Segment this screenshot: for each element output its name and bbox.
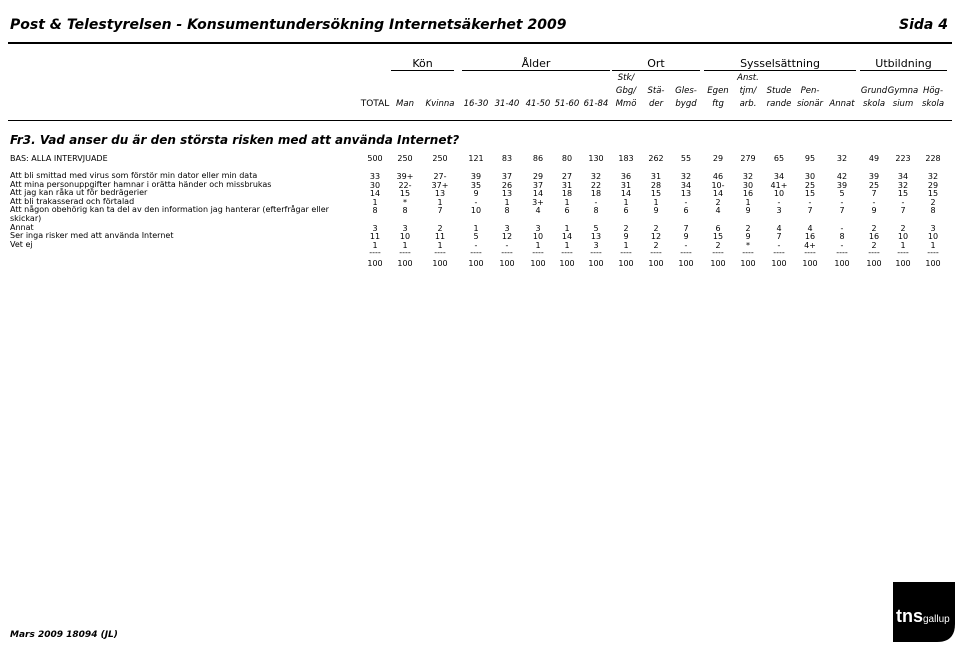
table-cell: 2	[930, 197, 936, 207]
footer-text: Mars 2009 18094 (JL)	[10, 630, 118, 640]
total-value: 100	[802, 259, 818, 269]
table-cell: -	[872, 197, 876, 207]
table-cell: 1	[745, 197, 751, 207]
base-value: 228	[925, 154, 941, 163]
total-value: 100	[397, 259, 413, 269]
table-cell: 8	[839, 232, 845, 242]
table-cell: 1	[437, 197, 443, 207]
base-value: 262	[648, 154, 664, 163]
table-cell: 29	[532, 172, 544, 181]
column-header: 61-84	[583, 99, 609, 109]
table-cell: 9	[871, 206, 877, 216]
group-header: Kön	[412, 57, 433, 70]
table-cell: -	[901, 197, 905, 207]
column-header: skola	[862, 99, 886, 109]
base-value: 49	[868, 154, 880, 163]
table-cell: 16	[868, 232, 880, 242]
base-value: 29	[712, 154, 724, 163]
table-cell: 1	[372, 240, 378, 250]
column-header: skola	[921, 99, 945, 109]
table-cell: 9	[745, 232, 751, 242]
table-cell: 14	[532, 189, 544, 199]
total-value: 100	[740, 259, 756, 269]
total-value: 100	[771, 259, 787, 269]
column-header: Stude	[766, 86, 792, 96]
table-cell: 2	[623, 223, 629, 233]
total-value: 100	[678, 259, 694, 269]
base-value: 130	[588, 154, 604, 163]
table-cell: 8	[593, 206, 599, 216]
group-rule	[391, 70, 454, 71]
table-cell: 7	[437, 206, 443, 216]
table-cell: 39+	[396, 172, 414, 181]
table-cell: 11	[369, 232, 381, 242]
row-label: Att bli smittad med virus som förstör min dator eller min data	[10, 171, 258, 180]
table-cell: 1	[623, 240, 629, 250]
base-value: 500	[367, 154, 383, 163]
table-cell: 18	[590, 189, 602, 199]
column-header: tjm/	[739, 86, 757, 96]
table-cell: 25	[804, 180, 816, 190]
row-label: Vet ej	[10, 239, 33, 249]
base-value: 65	[773, 154, 785, 163]
table-cell: 8	[930, 206, 936, 216]
column-header: sium	[892, 99, 914, 109]
base-value: 223	[895, 154, 911, 163]
table-cell: 22	[590, 180, 602, 190]
table-cell: 15	[650, 189, 662, 199]
base-label: BAS: ALLA INTERVJUADE	[10, 154, 108, 163]
table-cell: 15	[399, 189, 411, 199]
table-cell: 3	[504, 223, 510, 233]
table-cell: 14	[369, 189, 381, 199]
separator: ----	[897, 248, 909, 258]
row-label: Att mina personuppgifter hamnar i orätta händer och missbrukas	[10, 179, 272, 189]
table-cell: -	[684, 197, 688, 207]
table-cell: 46	[712, 172, 724, 181]
separator: ----	[868, 248, 880, 258]
total-value: 100	[559, 259, 575, 269]
table-cell: -	[840, 240, 844, 250]
table-cell: 37	[532, 180, 544, 190]
column-header: sionär	[796, 99, 824, 109]
table-cell: 18	[561, 189, 573, 199]
column-header: 41-50	[525, 99, 551, 109]
table-cell: 30	[369, 180, 381, 190]
separator: ----	[650, 248, 662, 258]
table-cell: 2	[715, 197, 721, 207]
table-cell: 12	[650, 232, 662, 242]
header-title: Post & Telestyrelsen - Konsumentundersökning Internetsäkerhet 2009	[10, 17, 567, 33]
table-cell: 3+	[532, 197, 544, 207]
separator: ----	[470, 248, 482, 258]
table-cell: 3	[402, 223, 408, 233]
table-cell: 9	[653, 206, 659, 216]
table-cell: 7	[776, 232, 782, 242]
total-value: 100	[925, 259, 941, 269]
table-cell: 3	[372, 223, 378, 233]
table-cell: 10	[399, 232, 411, 242]
row-label: Ser inga risker med att använda Internet	[10, 231, 174, 241]
total-value: 100	[648, 259, 664, 269]
column-header: Hög-	[922, 86, 944, 96]
table-cell: 4+	[804, 240, 816, 250]
table-cell: 6	[623, 206, 629, 216]
table-cell: 26	[501, 180, 513, 190]
table-cell: 11	[434, 232, 446, 242]
table-cell: 1	[623, 197, 629, 207]
table-cell: 1	[504, 197, 510, 207]
table-cell: *	[746, 240, 750, 250]
row-label: Annat	[10, 222, 34, 232]
table-cell: 32	[897, 180, 909, 190]
table-cell: 5	[593, 223, 599, 233]
base-value: 32	[836, 154, 848, 163]
table-cell: 32	[742, 172, 754, 181]
table-cell: 6	[715, 223, 721, 233]
column-header: Egen	[707, 86, 729, 96]
table-cell: 1	[653, 197, 659, 207]
total-value: 100	[895, 259, 911, 269]
table-cell: 28	[650, 180, 662, 190]
table-cell: 14	[712, 189, 724, 199]
table-cell: 12	[501, 232, 513, 242]
table-cell: 30	[742, 180, 754, 190]
table-cell: 1	[372, 197, 378, 207]
table-cell: 15	[712, 232, 724, 242]
table-cell: 4	[535, 206, 541, 216]
table-cell: 2	[871, 223, 877, 233]
table-cell: 29	[927, 180, 939, 190]
table-cell: 14	[620, 189, 632, 199]
table-cell: 10	[470, 206, 482, 216]
column-header: Gbg/	[615, 86, 637, 96]
total-value: 100	[367, 259, 383, 269]
column-header: der	[648, 99, 664, 109]
table-cell: 2	[653, 223, 659, 233]
separator: ----	[742, 248, 754, 258]
table-cell: 6	[683, 206, 689, 216]
tns-gallup-logo	[893, 582, 955, 642]
row-label: Att någon obehörig kan ta del av den information jag hanterar (efterfrågar eller	[10, 205, 329, 215]
total-value: 100	[432, 259, 448, 269]
column-header: Stä-	[647, 86, 665, 96]
table-cell: 2	[745, 223, 751, 233]
table-cell: 39	[868, 172, 880, 181]
table-cell: 4	[807, 223, 813, 233]
separator: ----	[561, 248, 573, 258]
table-cell: 39	[836, 180, 848, 190]
table-cell: 36	[620, 172, 632, 181]
table-cell: *	[403, 197, 407, 207]
column-header: Gymna	[887, 86, 919, 96]
table-cell: 30	[804, 172, 816, 181]
table-cell: 41+	[770, 180, 788, 190]
table-cell: 5	[473, 232, 479, 242]
separator: ----	[773, 248, 785, 258]
table-cell: -	[474, 197, 478, 207]
table-cell: 7	[900, 206, 906, 216]
column-header: 31-40	[494, 99, 520, 109]
total-value: 100	[468, 259, 484, 269]
table-cell: 8	[402, 206, 408, 216]
table-cell: 34	[773, 172, 785, 181]
separator: ----	[399, 248, 411, 258]
table-cell: 31	[620, 180, 632, 190]
table-cell: 6	[564, 206, 570, 216]
table-cell: 35	[470, 180, 482, 190]
table-cell: 8	[372, 206, 378, 216]
table-cell: 7	[871, 189, 877, 199]
group-rule	[612, 70, 700, 71]
column-header: Pen-	[800, 86, 820, 96]
separator: ----	[927, 248, 939, 258]
table-cell: 13	[501, 189, 513, 199]
table-cell: 10-	[711, 180, 725, 190]
table-cell: 13	[434, 189, 446, 199]
separator: ----	[836, 248, 848, 258]
group-header: Ort	[647, 57, 665, 70]
table-cell: 8	[504, 206, 510, 216]
table-cell: 3	[535, 223, 541, 233]
total-value: 100	[530, 259, 546, 269]
table-cell: -	[594, 197, 598, 207]
table-cell: 5	[839, 189, 845, 199]
table-cell: 1	[564, 197, 570, 207]
base-value: 86	[532, 154, 544, 163]
separator: ----	[620, 248, 632, 258]
table-cell: 13	[680, 189, 692, 199]
group-header: Ålder	[521, 57, 551, 70]
table-cell: -	[684, 240, 688, 250]
total-value: 100	[866, 259, 882, 269]
table-cell: -	[777, 240, 781, 250]
column-header: Anst.	[737, 73, 759, 83]
table-cell: -	[840, 223, 844, 233]
column-header: Mmö	[615, 99, 637, 109]
table-cell: 42	[836, 172, 848, 181]
logo-gallup-text: gallup	[923, 614, 950, 625]
table-cell: 32	[927, 172, 939, 181]
table-cell: 10	[773, 189, 785, 199]
table-cell: 15	[927, 189, 939, 199]
table-cell: 1	[930, 240, 936, 250]
table-cell: 9	[745, 206, 751, 216]
column-header: Annat	[829, 99, 855, 109]
column-header: Man	[396, 99, 414, 109]
total-value: 100	[588, 259, 604, 269]
column-header: Gles-	[675, 86, 697, 96]
table-cell: 25	[868, 180, 880, 190]
table-cell: 27	[561, 172, 573, 181]
table-cell: 16	[742, 189, 754, 199]
table-cell: -	[840, 197, 844, 207]
table-cell: 4	[715, 206, 721, 216]
table-cell: 3	[593, 240, 599, 250]
logo-tns-text: tns	[896, 606, 923, 626]
table-cell: 33	[369, 172, 381, 181]
table-cell: 1	[564, 223, 570, 233]
table-cell: 15	[804, 189, 816, 199]
base-value: 121	[468, 154, 484, 163]
table-cell: -	[474, 240, 478, 250]
table-cell: 7	[839, 206, 845, 216]
table-cell: 34	[897, 172, 909, 181]
table-cell: 7	[683, 223, 689, 233]
column-header: ftg	[712, 99, 724, 109]
base-value: 55	[680, 154, 692, 163]
table-cell: 39	[470, 172, 482, 181]
table-cell: 4	[776, 223, 782, 233]
column-header: 16-30	[463, 99, 489, 109]
column-header: Grund	[860, 86, 888, 96]
column-header: Kvinna	[425, 99, 455, 109]
row-label-continued: skickar)	[10, 214, 42, 223]
separator: ----	[501, 248, 513, 258]
table-cell: -	[505, 240, 509, 250]
group-header: Sysselsättning	[740, 57, 820, 70]
header-rule	[8, 42, 952, 44]
column-header: TOTAL	[360, 99, 390, 109]
table-cell: 10	[927, 232, 939, 242]
base-value: 279	[740, 154, 756, 163]
table-cell: 3	[776, 206, 782, 216]
table-cell: 16	[804, 232, 816, 242]
column-header: rande	[766, 99, 792, 109]
table-cell: 27-	[433, 172, 447, 181]
table-cell: -	[808, 197, 812, 207]
row-label: Att jag kan råka ut för bedrägerier	[10, 188, 148, 198]
total-value: 100	[710, 259, 726, 269]
table-cell: 9	[683, 232, 689, 242]
table-cell: 9	[623, 232, 629, 242]
column-header: Stk/	[617, 73, 635, 83]
table-cell: 10	[897, 232, 909, 242]
table-cell: 1	[535, 240, 541, 250]
table-cell: 14	[561, 232, 573, 242]
separator: ----	[712, 248, 724, 258]
group-header: Utbildning	[875, 57, 932, 70]
table-cell: 31	[650, 172, 662, 181]
table-cell: 7	[807, 206, 813, 216]
table-cell: 34	[680, 180, 692, 190]
total-value: 100	[834, 259, 850, 269]
table-cell: 3	[930, 223, 936, 233]
row-label: Att bli trakasserad och förtalad	[10, 196, 135, 206]
base-value: 183	[618, 154, 634, 163]
table-cell: 31	[561, 180, 573, 190]
separator: ----	[680, 248, 692, 258]
table-cell: 1	[402, 240, 408, 250]
table-cell: 15	[897, 189, 909, 199]
table-cell: 13	[590, 232, 602, 242]
total-value: 100	[618, 259, 634, 269]
table-cell: -	[777, 197, 781, 207]
column-header: arb.	[739, 99, 757, 109]
base-value: 250	[432, 154, 448, 163]
table-cell: 32	[680, 172, 692, 181]
base-value: 83	[501, 154, 513, 163]
column-header: 51-60	[554, 99, 580, 109]
table-cell: 37	[501, 172, 513, 181]
table-cell: 2	[715, 240, 721, 250]
separator: ----	[804, 248, 816, 258]
page-number: Sida 4	[899, 17, 948, 33]
question-title: Fr3. Vad anser du är den största risken med att använda Internet?	[10, 133, 460, 147]
table-cell: 1	[900, 240, 906, 250]
separator: ----	[434, 248, 446, 258]
separator: ----	[532, 248, 544, 258]
base-value: 95	[804, 154, 816, 163]
column-header: bygd	[675, 99, 697, 109]
table-cell: 9	[473, 189, 479, 199]
table-cell: 32	[590, 172, 602, 181]
table-cell: 2	[437, 223, 443, 233]
table-cell: 2	[653, 240, 659, 250]
total-value: 100	[499, 259, 515, 269]
base-value: 250	[397, 154, 413, 163]
group-rule	[860, 70, 947, 71]
table-cell: 2	[871, 240, 877, 250]
table-cell: 37+	[431, 180, 449, 190]
separator: ----	[590, 248, 602, 258]
table-cell: 1	[473, 223, 479, 233]
group-rule	[462, 70, 610, 71]
table-cell: 22-	[398, 180, 412, 190]
table-cell: 1	[564, 240, 570, 250]
table-cell: 10	[532, 232, 544, 242]
group-rule	[704, 70, 856, 71]
base-value: 80	[561, 154, 573, 163]
question-rule	[8, 120, 952, 121]
table-cell: 1	[437, 240, 443, 250]
separator: ----	[369, 248, 381, 258]
table-cell: 2	[900, 223, 906, 233]
